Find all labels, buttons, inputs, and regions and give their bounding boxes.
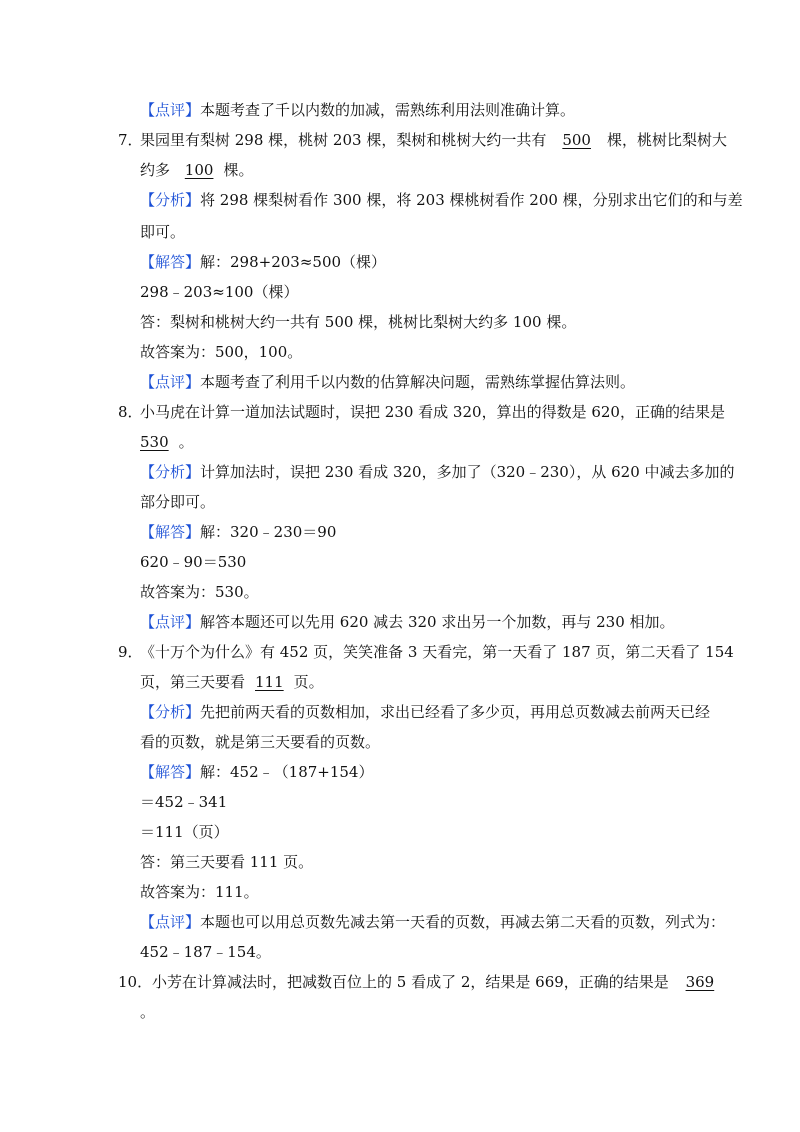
comment-text: 本题考查了利用千以内数的估算解决问题，需熟练掌握估算法则。: [200, 373, 636, 391]
q9-answer-blank: 111: [255, 673, 284, 691]
q7-answer-blank-1: 500: [562, 131, 591, 149]
analysis-tag: 【分析】: [140, 703, 201, 721]
q7-comment: [140, 372, 635, 392]
q7-solution-3: 答：梨树和桃树大约一共有 500 棵，桃树比梨树大约多 100 棵。: [140, 313, 577, 331]
comment-text: 本题也可以用总页数先减去第一天看的页数，再减去第二天看的页数，列式为：: [200, 913, 726, 931]
q9-question-line2: [140, 672, 324, 692]
q9-analysis-cont: 看的页数，就是第三天要看的页数。: [140, 733, 381, 751]
q7-analysis-cont: 即可。: [140, 223, 186, 241]
q6-comment: [140, 100, 575, 120]
q8-question-line1: 小马虎在计算一道加法试题时，误把 230 看成 320，算出的得数是 620，正确的结果是: [140, 403, 725, 421]
q8-solution: [140, 522, 336, 542]
q9-question-line1: 《十万个为什么》有 452 页，笑笑准备 3 天看完，第一天看了 187 页，第二天看了 154: [140, 643, 734, 661]
analysis-text: 先把前两天看的页数相加，求出已经看了多少页，再用总页数减去前两天已经: [200, 703, 711, 721]
q9-text-a: 页，第三天要看: [140, 673, 246, 691]
comment-tag: 【点评】: [140, 613, 201, 631]
comment-text: 本题考查了千以内数的加减，需熟练利用法则准确计算。: [200, 101, 576, 119]
q7-text-c: 约多: [140, 161, 171, 179]
q7-solution-4: 故答案为：500，100。: [140, 343, 303, 361]
comment-text: 解答本题还可以先用 620 减去 320 求出另一个加数，再与 230 相加。: [200, 613, 675, 631]
q10-text: 小芳在计算减法时，把减数百位上的 5 看成了 2，结果是 669，正确的结果是: [152, 973, 669, 991]
comment-tag: 【点评】: [140, 373, 201, 391]
q7-number: 7．: [118, 131, 143, 149]
q10-question-line2: 。: [140, 1003, 156, 1021]
q8-analysis-cont: 部分即可。: [140, 493, 216, 511]
q9-analysis: [140, 702, 710, 722]
q8-analysis: [140, 462, 735, 482]
q9-solution-3: ＝111（页）: [140, 823, 229, 841]
q8-solution-3: 故答案为：530。: [140, 583, 259, 601]
q8-number: 8．: [118, 403, 143, 421]
q10-number: 10．: [118, 973, 153, 991]
solution-text: 解：452﹣（187+154）: [200, 763, 374, 781]
q9-solution: [140, 762, 373, 782]
analysis-text: 计算加法时，误把 230 看成 320，多加了（320﹣230），从 620 中减去多加的: [200, 463, 735, 481]
q9-comment-cont: 452﹣187﹣154。: [140, 943, 271, 961]
solution-tag: 【解答】: [140, 523, 201, 541]
analysis-text: 将 298 棵梨树看作 300 棵，将 203 棵桃树看作 200 棵，分别求出它们的和与差: [200, 191, 743, 209]
q8-solution-2: 620﹣90＝530: [140, 553, 247, 571]
solution-tag: 【解答】: [140, 763, 201, 781]
q8-text-end: 。: [178, 433, 194, 451]
q9-solution-4: 答：第三天要看 111 页。: [140, 853, 314, 871]
q7-question-line2: [140, 160, 253, 180]
solution-text: 解：320﹣230＝90: [200, 523, 337, 541]
q9-text-b: 页。: [293, 673, 324, 691]
q7-solution: [140, 252, 386, 272]
q8-question-line2: [140, 432, 194, 452]
q7-analysis: [140, 190, 743, 210]
q9-number: 9．: [118, 643, 143, 661]
q9-solution-2: ＝452﹣341: [140, 793, 228, 811]
q9-solution-5: 故答案为：111。: [140, 883, 259, 901]
q7-text-a: 果园里有梨树 298 棵，桃树 203 棵，梨树和桃树大约一共有: [140, 131, 547, 149]
comment-tag: 【点评】: [140, 913, 201, 931]
solution-tag: 【解答】: [140, 253, 201, 271]
q8-answer-blank: 530: [140, 433, 169, 451]
q7-text-d: 棵。: [223, 161, 254, 179]
q7-solution-2: 298﹣203≈100（棵）: [140, 283, 299, 301]
q7-answer-blank-2: 100: [184, 161, 214, 179]
q10-question-line1: [152, 972, 714, 992]
analysis-tag: 【分析】: [140, 191, 201, 209]
q8-comment: [140, 612, 675, 632]
q9-comment: [140, 912, 725, 932]
comment-tag: 【点评】: [140, 101, 201, 119]
analysis-tag: 【分析】: [140, 463, 201, 481]
solution-text: 解：298+203≈500（棵）: [200, 253, 387, 271]
q7-question-line1: [140, 130, 727, 150]
q10-answer-blank: 369: [685, 973, 715, 991]
q7-text-b: 棵，桃树比梨树大: [606, 131, 727, 149]
